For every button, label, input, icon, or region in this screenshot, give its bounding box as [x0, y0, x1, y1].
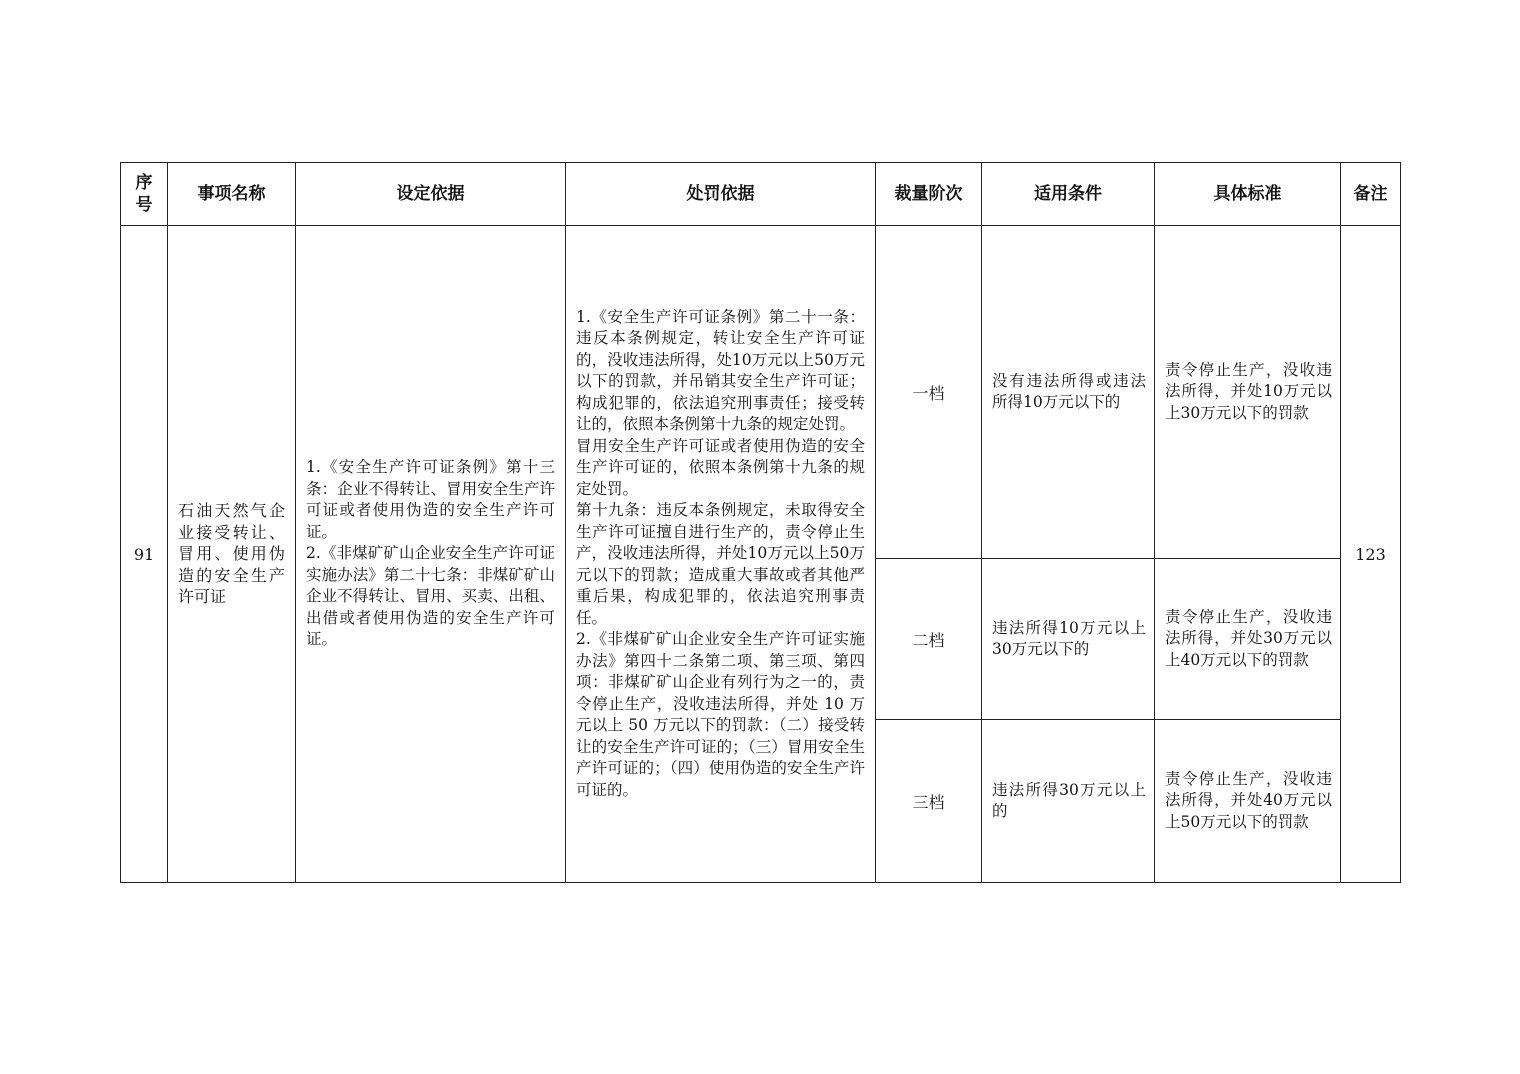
condition-cell-1 — [982, 226, 1155, 559]
header-item-name: 事项名称 — [168, 163, 296, 226]
header-seq: 序 号 — [121, 163, 168, 226]
header-specific-standard: 具体标准 — [1155, 163, 1341, 226]
row-penalty-basis — [566, 226, 876, 883]
condition-cell-2 — [982, 559, 1155, 720]
standard-text-2: 责令停止生产，没收违法所得，并处30万元以上40万元以下的罚款 — [1165, 607, 1332, 669]
row-legal-basis — [296, 226, 566, 883]
row-seq: 91 — [121, 226, 168, 883]
level-cell-1: 一档 — [876, 226, 982, 559]
header-discretion-level: 裁量阶次 — [876, 163, 982, 226]
standard-cell-1 — [1155, 226, 1341, 559]
table-row — [121, 226, 1401, 559]
standard-text-1: 责令停止生产，没收违法所得，并处10万元以上30万元以下的罚款 — [1165, 360, 1332, 422]
item-name-text: 石油天然气企业接受转让、冒用、使用伪造的安全生产许可证 — [178, 501, 285, 607]
standard-cell-3 — [1155, 720, 1341, 883]
row-remark: 123 — [1341, 226, 1401, 883]
standard-cell-2 — [1155, 559, 1341, 720]
header-remark: 备注 — [1341, 163, 1401, 226]
condition-text-3: 违法所得30万元以上的 — [992, 780, 1146, 820]
header-penalty-basis: 处罚依据 — [566, 163, 876, 226]
condition-cell-3 — [982, 720, 1155, 883]
header-legal-basis: 设定依据 — [296, 163, 566, 226]
header-applicable-condition: 适用条件 — [982, 163, 1155, 226]
condition-text-1: 没有违法所得或违法所得10万元以下的 — [992, 371, 1146, 411]
level-cell-3: 三档 — [876, 720, 982, 883]
row-item-name — [168, 226, 296, 883]
header-row — [121, 163, 1401, 226]
legal-basis-text: 1.《安全生产许可证条例》第十三条：企业不得转让、冒用安全生产许可证或者使用伪造的安全生产许可证。 2.《非煤矿矿山企业安全生产许可证实施办法》第二十七条：非煤矿矿山企业不得转让、冒用、买卖、出租、出借或者使用伪造的安全生产许可证。 — [306, 458, 555, 649]
condition-text-2: 违法所得10万元以上30万元以下的 — [992, 618, 1146, 658]
penalty-discretion-table — [120, 162, 1401, 883]
level-cell-2: 二档 — [876, 559, 982, 720]
standard-text-3: 责令停止生产，没收违法所得，并处40万元以上50万元以下的罚款 — [1165, 769, 1332, 831]
penalty-basis-text: 1.《安全生产许可证条例》第二十一条：违反本条例规定，转让安全生产许可证的，没收违法所得，处10万元以上50万元以下的罚款，并吊销其安全生产许可证；构成犯罪的，依法追究刑事责任；接受转让的，依照本条例第十九条的规定处罚。 冒用安全生产许可证或者使用伪造的安全生产许可证的，依照本条例第十九条的规定处罚。 第十九条：违反本条例规定，未取得安全生产许可证擅自进行生产的，责令停止生产，没收违法所得，并处10万元以上50万元以下的罚款；造成重大事故或者其他严重后果，构成犯罪的，依法追究刑事责任。 2.《非煤矿矿山企业安全生产许可证实施办法》第四十二条第二项、第三项、第四项：非煤矿矿山企业有列行为之一的，责令停止生产，没收违法所得，并处 10 万元以上 50 万元以下的罚款：（二）接受转让的安全生产许可证的；（三）冒用安全生产许可证的；（四）使用伪造的安全生产许可证的。 — [576, 307, 865, 799]
